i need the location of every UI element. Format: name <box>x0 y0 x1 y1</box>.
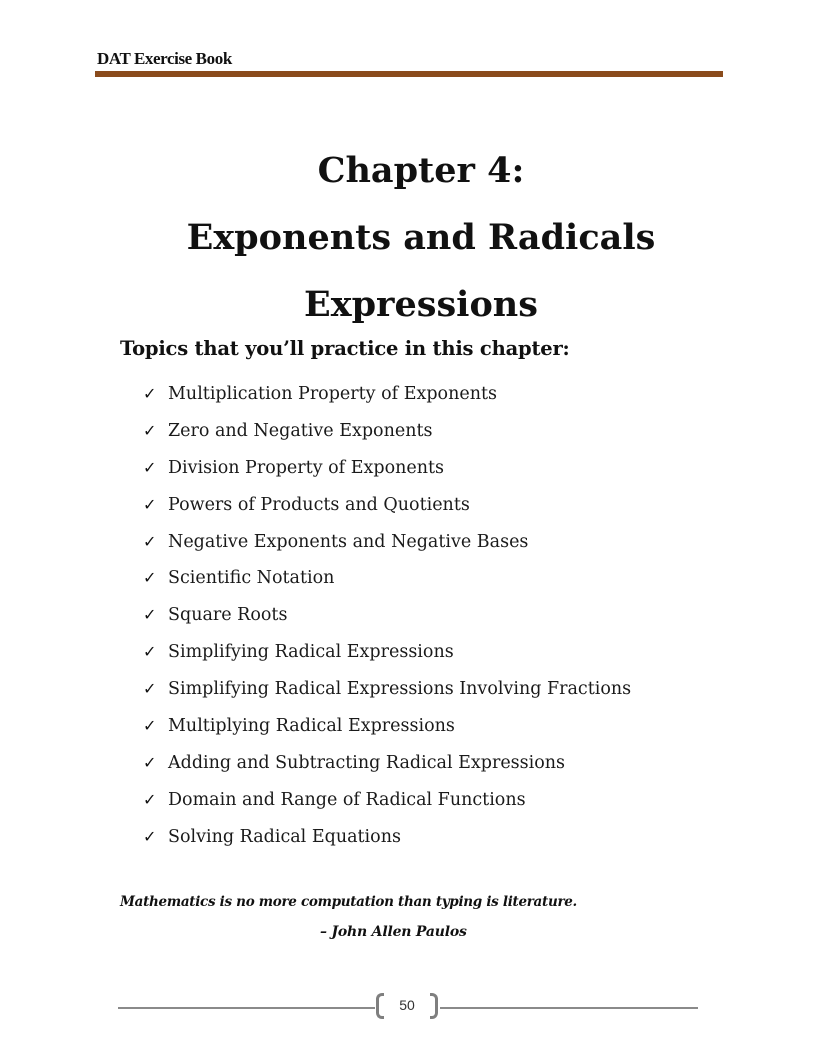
checkmark-icon: ✓ <box>143 531 157 551</box>
checkmark-icon: ✓ <box>143 384 157 403</box>
checkmark-icon: ✓ <box>143 605 157 625</box>
checkmark-icon: ✓ <box>143 568 157 588</box>
list-item <box>143 381 631 418</box>
topics-list <box>143 381 631 861</box>
list-item <box>143 639 631 676</box>
checkmark-icon: ✓ <box>143 752 157 772</box>
list-item <box>143 565 631 602</box>
topic-label: Square Roots <box>168 605 288 626</box>
quote-text: Mathematics is no more computation than typing is literature. <box>120 894 577 910</box>
topic-label: Simplifying Radical Expressions Involving Fractions <box>168 679 632 700</box>
list-item <box>143 787 631 824</box>
chapter-name-line-2: Expressions <box>304 284 538 325</box>
topic-label: Scientific Notation <box>168 568 335 589</box>
checkmark-icon: ✓ <box>143 826 157 846</box>
header-rule <box>95 71 723 77</box>
page-number-container <box>376 993 438 1021</box>
list-item <box>143 455 631 492</box>
chapter-name-line-1: Exponents and Radicals <box>186 217 656 258</box>
quote-author: – John Allen Paulos <box>320 924 467 940</box>
topic-label: Multiplying Radical Expressions <box>168 716 455 737</box>
list-item <box>143 713 631 750</box>
list-item <box>143 529 631 566</box>
topic-label: Multiplication Property of Exponents <box>168 384 497 404</box>
topic-label: Powers of Products and Quotients <box>168 494 470 515</box>
topics-heading: Topics that you’ll practice in this chapter: <box>120 337 570 360</box>
topic-label: Simplifying Radical Expressions <box>168 642 454 663</box>
footer-rule-right <box>440 1007 698 1009</box>
list-item <box>143 750 631 787</box>
list-item <box>143 824 631 861</box>
checkmark-icon: ✓ <box>143 457 157 477</box>
page-number: 50 <box>399 997 415 1013</box>
chapter-number: Chapter 4: <box>317 150 525 191</box>
right-bracket-icon <box>430 993 438 1019</box>
topic-label: Division Property of Exponents <box>168 457 445 478</box>
topic-label: Zero and Negative Exponents <box>168 420 433 441</box>
topic-label: Negative Exponents and Negative Bases <box>168 531 529 552</box>
list-item <box>143 492 631 529</box>
list-item <box>143 418 631 455</box>
page-header <box>95 49 723 79</box>
checkmark-icon: ✓ <box>143 642 157 662</box>
checkmark-icon: ✓ <box>143 789 157 809</box>
checkmark-icon: ✓ <box>143 716 157 736</box>
chapter-title <box>0 137 816 338</box>
checkmark-icon: ✓ <box>143 420 157 440</box>
topic-label: Adding and Subtracting Radical Expressions <box>168 752 566 773</box>
list-item <box>143 676 631 713</box>
footer-rule-left <box>118 1007 375 1009</box>
checkmark-icon: ✓ <box>143 679 157 699</box>
topic-label: Solving Radical Equations <box>168 826 401 847</box>
topic-label: Domain and Range of Radical Functions <box>168 789 526 810</box>
checkmark-icon: ✓ <box>143 494 157 514</box>
list-item <box>143 602 631 639</box>
book-title: DAT Exercise Book <box>97 49 232 68</box>
